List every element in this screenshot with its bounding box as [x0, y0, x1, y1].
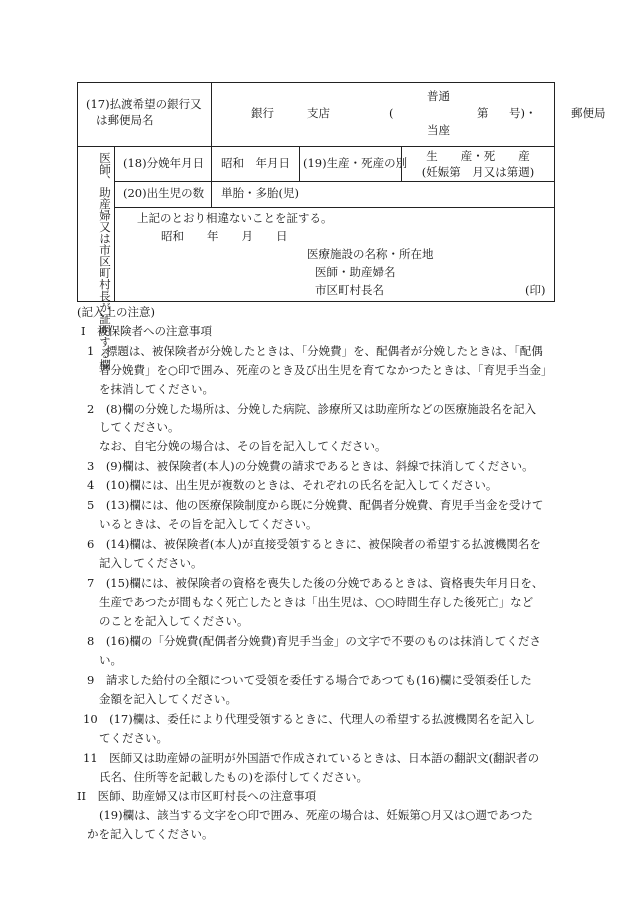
cert-doctor: 医師・助産婦名 [315, 265, 396, 279]
section1-title: I 被保険者への注意事項 [81, 324, 213, 338]
certifier-vertical-title: 医師、助産婦又は市区町村長が証明する欄 [98, 152, 112, 371]
dai-label: 第 [477, 106, 489, 120]
field19-value [401, 146, 555, 181]
field20-value: 単胎・多胎(児) [221, 186, 299, 200]
futsu-label: 普通 [427, 89, 450, 103]
branch-label: 支店 [307, 106, 330, 120]
cert-statement: 上記のとおり相違ないことを証する。 [137, 211, 333, 225]
field19-label: (19)生産・死産の別 [303, 156, 408, 170]
post-office-label: 郵便局 [571, 106, 606, 120]
field18-label: (18)分娩年月日 [123, 156, 205, 170]
bank-label: 銀行 [251, 106, 274, 120]
field17-label-line1: (17)払渡希望の銀行又 [86, 97, 202, 111]
paren-open: ( [389, 106, 394, 120]
field17-label-line2: は郵便局名 [96, 112, 154, 127]
cert-mayor: 市区町村長名 [315, 283, 384, 297]
field19-value-line1: 生 産・死 産 [426, 149, 530, 163]
cert-date: 昭和 年 月 日 [161, 229, 288, 243]
go-label: 号)・ [509, 106, 537, 120]
certification-block [115, 207, 555, 301]
section2-title: II 医師、助産婦又は市区町村長への注意事項 [77, 789, 317, 803]
cert-facility: 医療施設の名称・所在地 [307, 247, 434, 261]
field20-label: (20)出生児の数 [123, 186, 205, 200]
field18-value: 昭和 年月日 [221, 156, 290, 170]
field19-value-line2: (妊娠第 月又は第週) [421, 164, 535, 179]
document-page: (17)払渡希望の銀行又 は郵便局名 普通 銀行 支店 ( 第 号)・ 郵便局 当座 医師、助産婦又は市区町村長が証明する欄 (18)分娩年月日 昭和 年月日 (19)生産・死産の別 生 産・死 産 (妊娠第 月又は第週) (20)出生児の数 単胎・多胎(児) 上記のとおり相違ないことを証する。 昭和 年 月 日 医療施設の名称・所在地 医師・助産婦名 市区町村長名 (印) (記入上の注意) I 被保険者への注意事項 1 標題は、被保険者が分娩したときは、「分娩費」を、配偶者が分娩したときは、「配偶 者分娩費」を○印で囲み、死産のとき及び出生児を育てなかつたときは、「育児手当金」 を抹消してください。 2 (8)欄の分娩した場所は、分娩した病院、診療所又は助産所などの医療施設名を記入 してください。 なお、自宅分娩の場合は、その旨を記入してください。 3 (9)欄は、被保険者(本人)の分娩費の請求であるときは、斜線で抹消してください。 4 (10)欄には、出生児が複数のときは、それぞれの氏名を記入してください。 5 (13)欄には、他の医療保険制度から既に分娩費、配偶者分娩費、育児手当金を受けて いるときは、その旨を記入してください。 6 (14)欄は、被保険者(本人)が直接受領するときに、被保険者の希望する払渡機関名を 記入してください。 7 (15)欄には、被保険者の資格を喪失した後の分娩であるときは、資格喪失年月日を、 生産であつたが間もなく死亡したときは「出生児は、○○時間生存した後死亡」など のことを記入してください。 8 (16)欄の「分娩費(配偶者分娩費)育児手当金」の文字で不要のものは抹消してくださ い。 9 請求した給付の全額について受領を委任する場合であつても(16)欄に受領委任した 金額を記入してください。 10 (17)欄は、委任により代理受領するときに、代理人の希望する払渡機関名を記入し てください。 11 医師又は助産婦の証明が外国語で作成されているときは、日本語の翻訳文(翻訳者の 氏名、住所等を記載したもの)を添付してください。 II 医師、助産婦又は市区町村長への注意事項 (19)欄は、該当する文字を○印で囲み、死産の場合は、妊娠第○月又は○週であつた かを記入してください。 [0, 0, 630, 916]
field17-bank-row [211, 83, 606, 146]
toza-label: 当座 [427, 123, 450, 137]
field17-label [78, 83, 211, 146]
cert-seal: (印) [525, 283, 546, 297]
notes-heading: (記入上の注意) [77, 305, 155, 319]
